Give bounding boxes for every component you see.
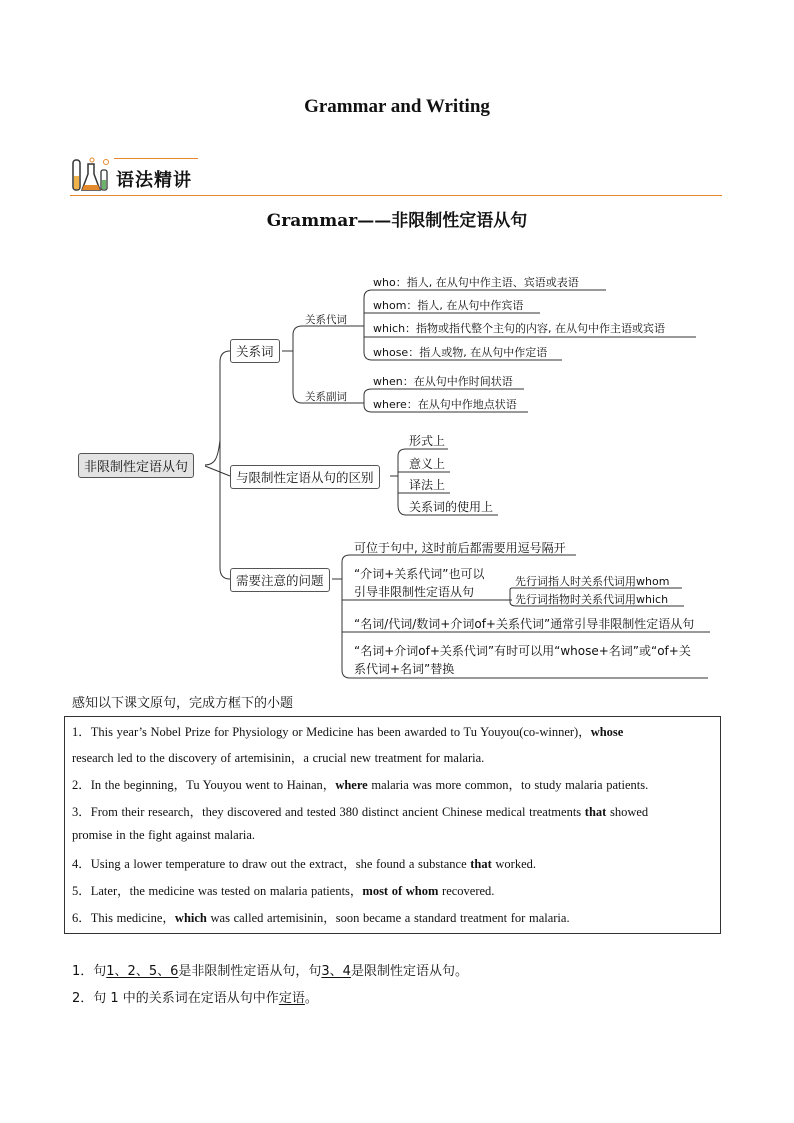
section-label: 语法精讲 xyxy=(116,170,192,191)
subtitle: Grammar——非限制性定语从句 xyxy=(266,211,528,231)
branch-relative-words: 关系词 xyxy=(230,339,280,363)
intro-text: 感知以下课文原句，完成方框下的小题 xyxy=(72,696,294,711)
note-prep-pronoun-line1: “介词+关系代词”也可以 xyxy=(354,567,485,581)
note-whose-replace-line1: “名词+介词of+关系代词”有时可以用“whose+名词”或“of+关 xyxy=(354,644,691,658)
answer-1: 1．句1、2、5、6是非限制性定语从句，句3、4是限制性定语从句。 xyxy=(72,964,468,979)
answer-1-blank-2: 3、4 xyxy=(321,964,351,979)
answer-2: 2．句 1 中的关系词在定语从句中作定语。 xyxy=(72,991,318,1006)
note-which: 先行词指物时关系代词用which xyxy=(515,593,669,606)
branch-difference: 与限制性定语从句的区别 xyxy=(230,465,380,489)
adverb-when: when：在从句中作时间状语 xyxy=(373,375,513,388)
pronoun-whom: whom：指人, 在从句中作宾语 xyxy=(373,299,524,312)
difference-relative-word: 关系词的使用上 xyxy=(409,500,494,514)
pronoun-who: who：指人, 在从句中作主语、宾语或表语 xyxy=(373,276,579,289)
document-title: Grammar and Writing xyxy=(304,96,490,117)
pronoun-which: which：指物或指代整个主句的内容, 在从句中作主语或宾语 xyxy=(373,322,666,335)
answer-1-blank-1: 1、2、5、6 xyxy=(106,964,179,979)
note-whose-replace-line2: 系代词+名词”替换 xyxy=(354,662,455,676)
branch-notes: 需要注意的问题 xyxy=(230,568,330,592)
relative-adverb-label: 关系副词 xyxy=(305,391,347,403)
sentence-5: 5．Later，the medicine was tested on malaria patients，most of whom recovered. xyxy=(72,884,495,898)
sentence-4: 4．Using a lower temperature to draw out the extract，she found a substance that worked. xyxy=(72,857,537,871)
difference-translation: 译法上 xyxy=(409,478,446,492)
sentence-3a: 3．From their research，they discovered and tested 380 distinct ancient Chinese medical treatments that showed xyxy=(72,805,649,819)
pronoun-whose: whose：指人或物, 在从句中作定语 xyxy=(373,346,548,359)
mindmap-root: 非限制性定语从句 xyxy=(78,453,194,478)
sentence-2: 2．In the beginning，Tu Youyou went to Hainan，where malaria was more common，to study malaria patients. xyxy=(72,778,649,792)
sentence-3b: promise in the fight against malaria. xyxy=(72,828,256,842)
sentence-1a: 1．This year’s Nobel Prize for Physiology or Medicine has been awarded to Tu Youyou(co-winner)，whose xyxy=(72,725,624,739)
relative-pronoun-label: 关系代词 xyxy=(305,314,347,326)
note-comma: 可位于句中, 这时前后都需要用逗号隔开 xyxy=(354,541,566,555)
sentence-1b: research led to the discovery of artemisinin，a crucial new treatment for malaria. xyxy=(72,751,485,765)
difference-meaning: 意义上 xyxy=(409,457,446,471)
note-prep-pronoun-line2: 引导非限制性定语从句 xyxy=(354,585,475,599)
note-noun-of: “名词/代词/数词+介词of+关系代词”通常引导非限制性定语从句 xyxy=(354,617,695,631)
adverb-where: where：在从句中作地点状语 xyxy=(373,398,517,411)
note-whom: 先行词指人时关系代词用whom xyxy=(515,575,670,588)
difference-form: 形式上 xyxy=(409,434,446,448)
answer-2-blank: 定语 xyxy=(278,991,305,1006)
sentence-6: 6．This medicine，which was called artemisinin，soon became a standard treatment for malaria. xyxy=(72,911,570,925)
